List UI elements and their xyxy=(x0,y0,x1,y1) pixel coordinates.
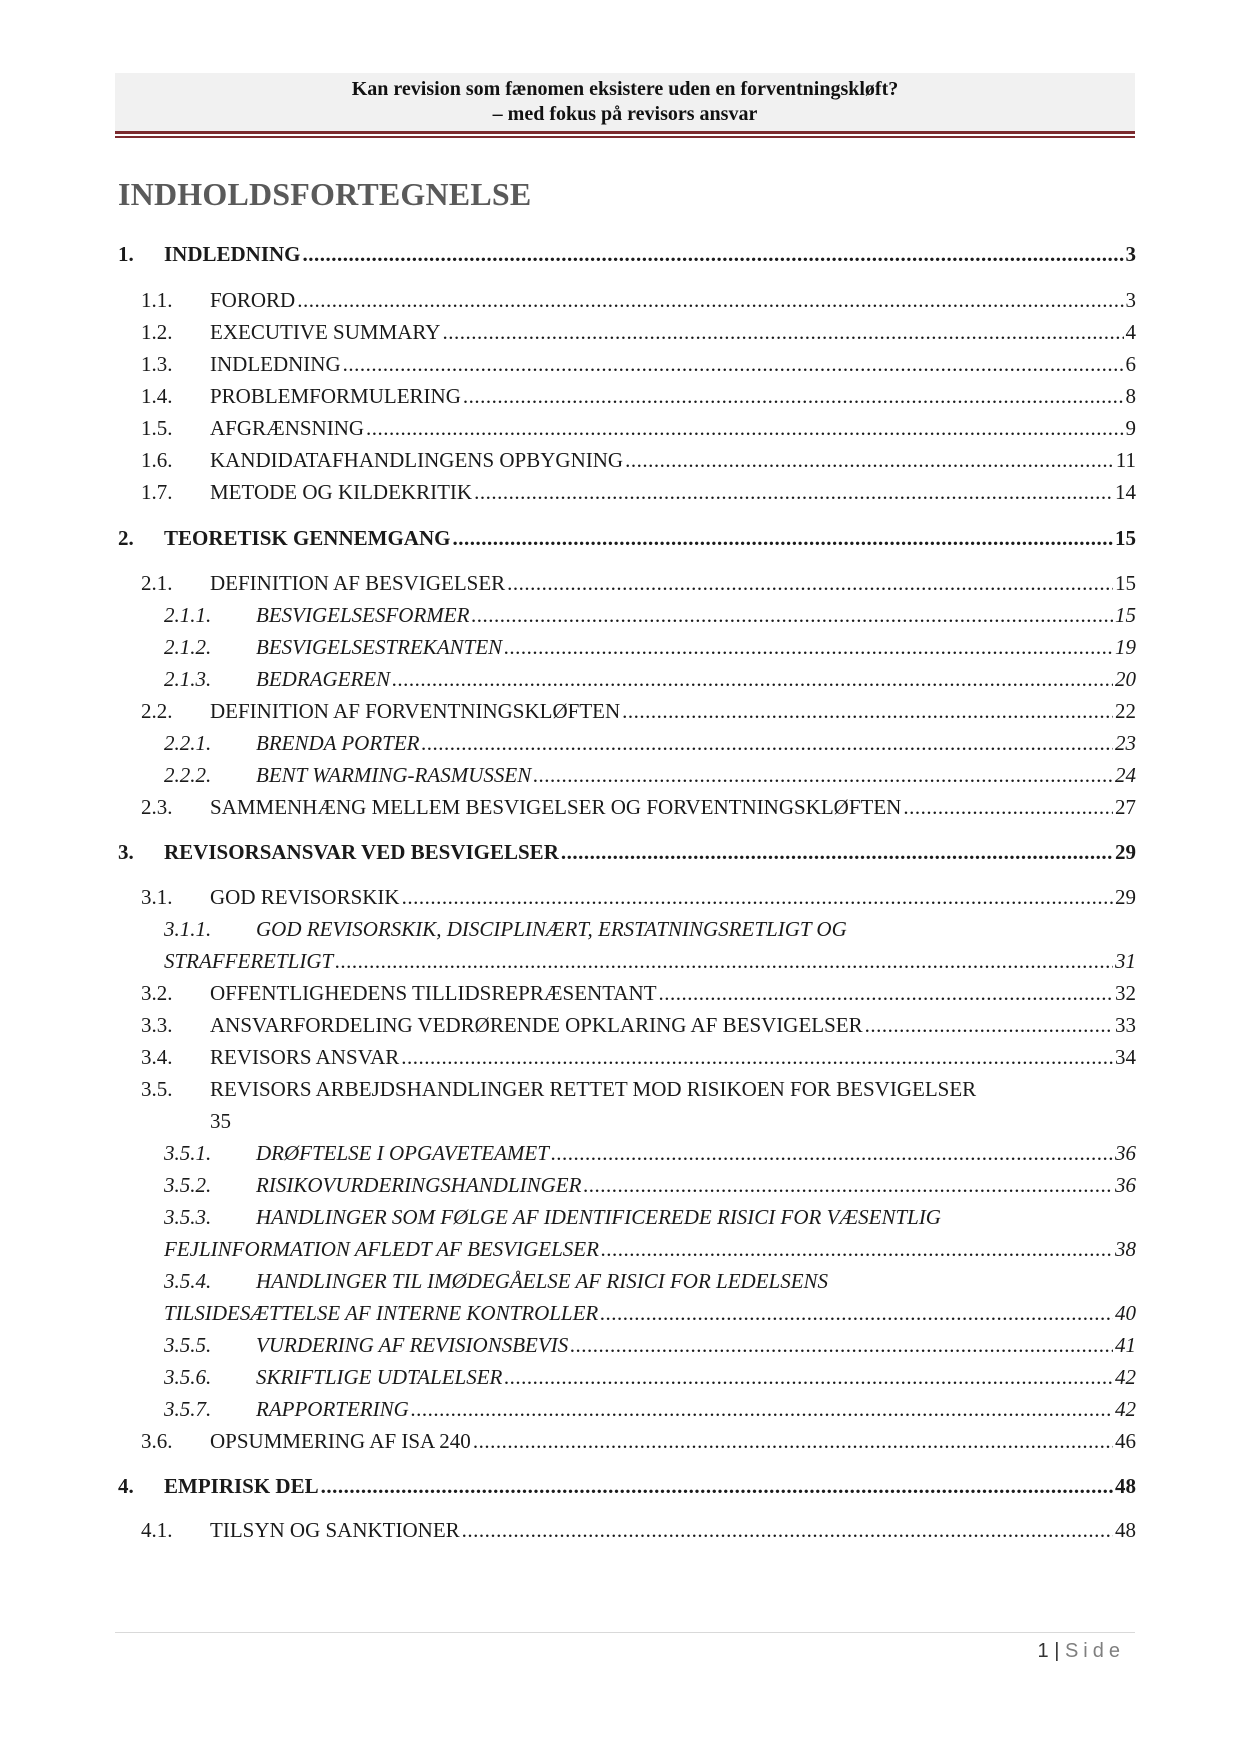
page-number: 1 xyxy=(1037,1640,1049,1662)
toc-entry[interactable]: 2.1.3. BEDRAGEREN ..... 20 xyxy=(164,665,1136,693)
toc-entry[interactable]: FEJLINFORMATION AFLEDT AF BESVIGELSER ..... 38 xyxy=(164,1235,1136,1263)
header-subtitle: – med fokus på revisors ansvar xyxy=(492,103,758,125)
toc-entry-wrapped-first-line[interactable]: 3.5. REVISORS ARBEJDSHANDLINGER RETTET MOD RISIKOEN FOR BESVIGELSER xyxy=(141,1077,977,1101)
toc-entry[interactable]: 2. TEORETISK GENNEMGANG ..... 15 xyxy=(118,524,1136,552)
toc-entry[interactable]: 4. EMPIRISK DEL ..... 48 xyxy=(118,1472,1136,1500)
toc-entry-wrapped-first-line[interactable]: 3.1.1. GOD REVISORSKIK, DISCIPLINÆRT, ERSTATNINGSRETLIGT OG xyxy=(164,917,847,941)
toc-entry-wrapped-first-line[interactable]: 3.5.3. HANDLINGER SOM FØLGE AF IDENTIFICEREDE RISICI FOR VÆSENTLIG xyxy=(164,1205,941,1229)
toc-entry[interactable]: 1.6. KANDIDATAFHANDLINGENS OPBYGNING ..... 11 xyxy=(141,446,1136,474)
toc-entry[interactable]: 1.3. INDLEDNING ..... 6 xyxy=(141,350,1136,378)
toc-entry[interactable]: STRAFFERETLIGT ..... 31 xyxy=(164,947,1136,975)
toc-entry[interactable]: 1.2. EXECUTIVE SUMMARY ..... 4 xyxy=(141,318,1136,346)
toc-entry[interactable]: 3.2. OFFENTLIGHEDENS TILLIDSREPRÆSENTANT ..... 32 xyxy=(141,979,1136,1007)
toc-entry[interactable]: 3.5.2. RISIKOVURDERINGSHANDLINGER ..... 36 xyxy=(164,1171,1136,1199)
toc-entry[interactable]: 2.2.1. BRENDA PORTER ..... 23 xyxy=(164,729,1136,757)
toc-entry[interactable]: 2.2.2. BENT WARMING-RASMUSSEN ..... 24 xyxy=(164,761,1136,789)
toc-entry[interactable]: TILSIDESÆTTELSE AF INTERNE KONTROLLER ..... 40 xyxy=(164,1299,1136,1327)
running-header xyxy=(115,73,1135,131)
toc-entry-wrapped-first-line[interactable]: 3.5.4. HANDLINGER TIL IMØDEGÅELSE AF RISICI FOR LEDELSENS xyxy=(164,1269,829,1293)
toc-entry[interactable]: 3.3. ANSVARFORDELING VEDRØRENDE OPKLARING AF BESVIGELSER ..... 33 xyxy=(141,1011,1136,1039)
header-rule-thick xyxy=(115,131,1135,134)
toc-entry[interactable]: 2.2. DEFINITION AF FORVENTNINGSKLØFTEN ..... 22 xyxy=(141,697,1136,725)
toc-entry-page-wrapped[interactable]: 35 xyxy=(210,1109,231,1133)
toc-entry[interactable]: 2.1.2. BESVIGELSESTREKANTEN ..... 19 xyxy=(164,633,1136,661)
header-title: Kan revision som fænomen eksistere uden en forventningskløft? xyxy=(351,78,899,100)
toc-entry[interactable]: 3.5.1. DRØFTELSE I OPGAVETEAMET ..... 36 xyxy=(164,1139,1136,1167)
toc-entry[interactable]: 2.1. DEFINITION AF BESVIGELSER ..... 15 xyxy=(141,569,1136,597)
toc-entry[interactable]: 3.5.6. SKRIFTLIGE UDTALELSER ..... 42 xyxy=(164,1363,1136,1391)
footer-side-label: Side xyxy=(1064,1640,1125,1662)
page-footer xyxy=(1038,1640,1125,1663)
toc-entry[interactable]: 3.6. OPSUMMERING AF ISA 240 ..... 46 xyxy=(141,1427,1136,1455)
toc-entry[interactable]: 3. REVISORSANSVAR VED BESVIGELSER ..... 29 xyxy=(118,838,1136,866)
toc-entry[interactable]: 3.5.5. VURDERING AF REVISIONSBEVIS ..... 41 xyxy=(164,1331,1136,1359)
toc-entry[interactable]: 4.1. TILSYN OG SANKTIONER ..... 48 xyxy=(141,1516,1136,1544)
toc-entry[interactable]: 1.1. FORORD ..... 3 xyxy=(141,286,1136,314)
toc-title: INDHOLDSFORTEGNELSE xyxy=(118,176,532,212)
toc-entry[interactable]: 2.3. SAMMENHÆNG MELLEM BESVIGELSER OG FORVENTNINGSKLØFTEN ..... 27 xyxy=(141,793,1136,821)
toc-entry[interactable]: 1.4. PROBLEMFORMULERING ..... 8 xyxy=(141,382,1136,410)
toc-entry[interactable]: 2.1.1. BESVIGELSESFORMER ..... 15 xyxy=(164,601,1136,629)
toc-entry[interactable]: 3.4. REVISORS ANSVAR ..... 34 xyxy=(141,1043,1136,1071)
toc-entry[interactable]: 1.7. METODE OG KILDEKRITIK ..... 14 xyxy=(141,478,1136,506)
toc-entry[interactable]: 3.1. GOD REVISORSKIK ..... 29 xyxy=(141,883,1136,911)
header-rule-thin xyxy=(115,136,1135,138)
toc-entry[interactable]: 1. INDLEDNING ..... 3 xyxy=(118,240,1136,268)
footer-rule xyxy=(115,1632,1135,1633)
toc-entry[interactable]: 3.5.7. RAPPORTERING ..... 42 xyxy=(164,1395,1136,1423)
toc-entry[interactable]: 1.5. AFGRÆNSNING ..... 9 xyxy=(141,414,1136,442)
footer-separator: | xyxy=(1054,1640,1060,1662)
